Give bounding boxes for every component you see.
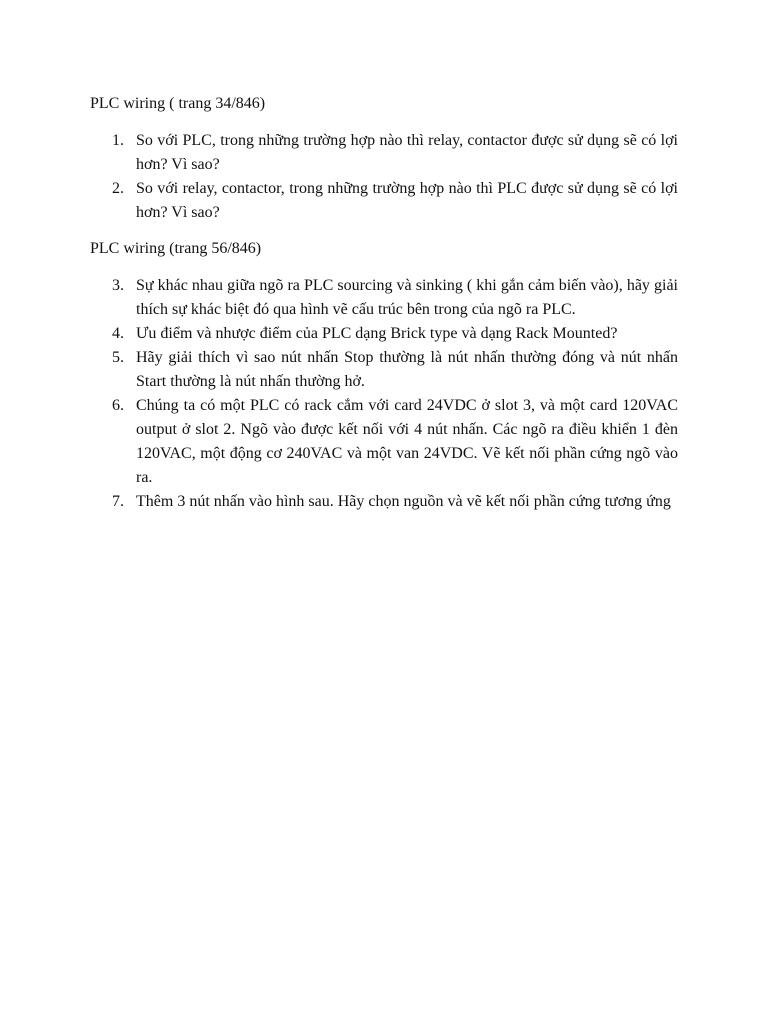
question-text: So với PLC, trong những trường hợp nào thì relay, contactor được sử dụng sẽ có lợi hơn? Vì sao? [136, 132, 678, 173]
question-number: 6. [112, 397, 124, 414]
section-heading: PLC wiring (trang 56/846) [90, 240, 262, 257]
question-item-1 [90, 129, 678, 177]
question-item-4 [90, 322, 678, 346]
question-text: So với relay, contactor, trong những trường hợp nào thì PLC được sử dụng sẽ có lợi hơn? Vì sao? [136, 180, 678, 221]
question-number: 3. [112, 277, 124, 294]
section-plc-wiring-34 [90, 92, 678, 225]
question-list [90, 274, 678, 514]
question-number: 7. [112, 493, 124, 510]
question-text: Chúng ta có một PLC có rack cắm với card 24VDC ở slot 3, và một card 120VAC output ở slot 2. Ngõ vào được kết nối với 4 nút nhấn. Các ngõ ra điều khiển 1 đèn 120VAC, một động cơ 240VAC và một van 24VDC. Vẽ kết nối phần cứng ngõ vào ra. [136, 397, 678, 486]
question-text: Thêm 3 nút nhấn vào hình sau. Hãy chọn nguồn và vẽ kết nối phần cứng tương ứng [136, 493, 671, 510]
question-item-5 [90, 346, 678, 394]
question-item-2 [90, 177, 678, 225]
question-list [90, 129, 678, 225]
question-number: 5. [112, 349, 124, 366]
question-item-3 [90, 274, 678, 322]
section-plc-wiring-56 [90, 237, 678, 514]
question-number: 4. [112, 325, 124, 342]
question-item-7 [90, 490, 678, 514]
question-text: Sự khác nhau giữa ngõ ra PLC sourcing và sinking ( khi gắn cảm biến vào), hãy giải thích sự khác biệt đó qua hình vẽ cấu trúc bên trong của ngõ ra PLC. [136, 277, 678, 318]
section-heading: PLC wiring ( trang 34/846) [90, 95, 266, 112]
question-number: 1. [112, 132, 124, 149]
question-text: Ưu điểm và nhược điểm của PLC dạng Brick type và dạng Rack Mounted? [136, 325, 618, 342]
question-text: Hãy giải thích vì sao nút nhấn Stop thường là nút nhấn thường đóng và nút nhấn Start thường là nút nhấn thường hở. [136, 349, 678, 390]
question-item-6 [90, 394, 678, 490]
question-number: 2. [112, 180, 124, 197]
